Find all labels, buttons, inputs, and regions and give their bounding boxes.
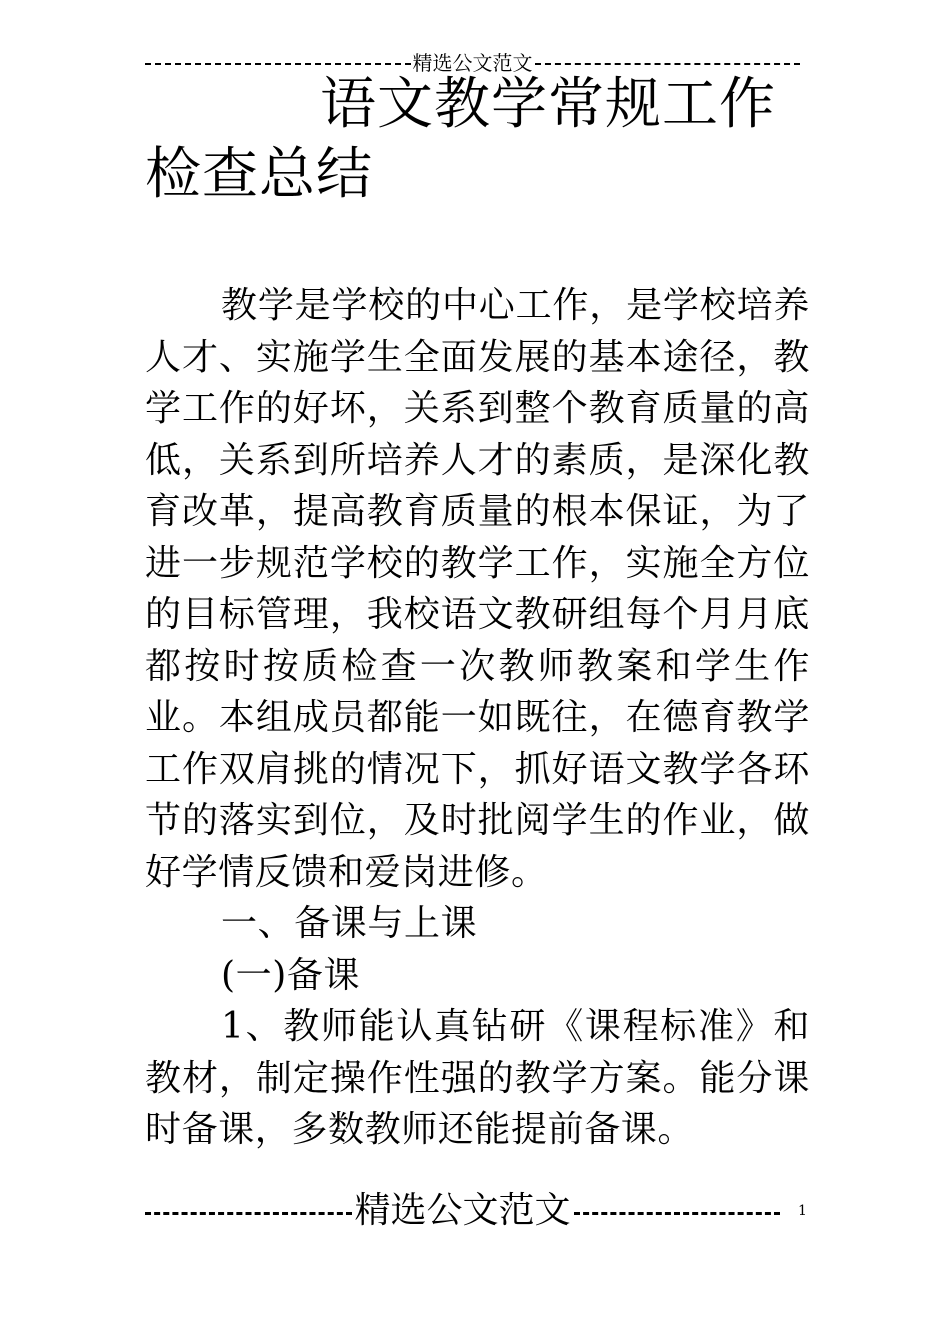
- list-item-paragraph: 1、教师能认真钻研《课程标准》和教材，制定操作性强的教学方案。能分课时备课，多数教师还能提前备课。: [145, 1006, 810, 1150]
- intro-paragraph: 教学是学校的中心工作，是学校培养人才、实施学生全面发展的基本途径，教学工作的好坏，关系到整个教育质量的高低，关系到所培养人才的素质，是深化教育改革，提高教育质量的根本保证，为了进一步规范学校的教学工作，实施全方位的目标管理，我校语文教研组每个月月底都按时按质检查一次教师教案和学生作业。本组成员都能一如既往，在德育教学工作双肩挑的情况下，抓好语文教学各环节的落实到位，及时批阅学生的作业，做好学情反馈和爱岗进修。: [145, 285, 810, 893]
- footer-dashes-left: [145, 1212, 352, 1215]
- footer-label: 精选公文范文: [354, 1190, 571, 1231]
- page-footer: [145, 1188, 780, 1234]
- footer-dashes-right: [574, 1212, 780, 1215]
- document-body: [145, 280, 810, 1156]
- header-label: 精选公文范文: [412, 51, 533, 75]
- section-heading: 一、备课与上课: [221, 903, 478, 944]
- subsection-heading: (一)备课: [221, 954, 361, 996]
- document-title: 语文教学常规工作检查总结: [145, 72, 776, 207]
- header-dashes-left: [145, 63, 411, 65]
- page-number: 1: [798, 1203, 807, 1219]
- header-dashes-right: [535, 63, 801, 65]
